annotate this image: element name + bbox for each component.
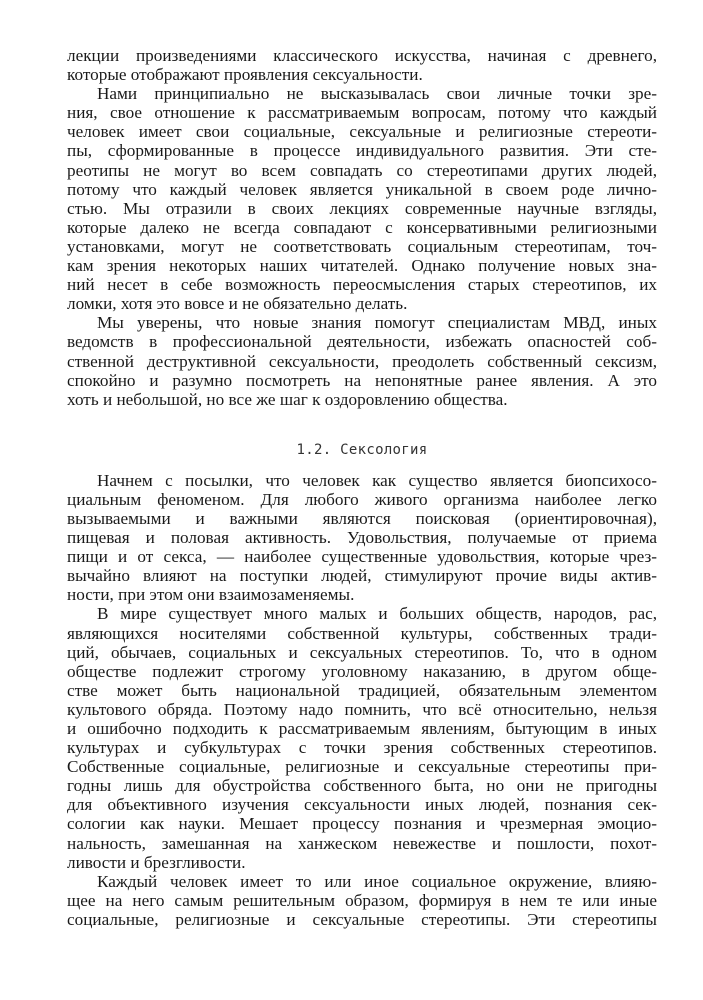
text-line: культурах и субкультурах с точки зрения собственных стереотипов. (67, 738, 657, 758)
text-line: являющихся носителями собственной культуры, собственных тради- (67, 623, 657, 643)
paragraph (67, 604, 657, 871)
text-line: лекции произведениями классического искусства, начиная с древнего, (67, 46, 657, 65)
document-page (67, 46, 657, 929)
text-line: ности, при этом они взаимозаменяемы. (67, 585, 355, 605)
text-line: социальные, религиозные и сексуальные стереотипы. Эти стереотипы (67, 909, 657, 929)
text-line: Собственные социальные, религиозные и сексуальные стереотипы при- (67, 757, 657, 777)
text-block-before (67, 46, 657, 409)
text-line: для объективного изучения сексуальности иных людей, познания сек- (67, 795, 657, 815)
text-line: вычайно влияют на поступки людей, стимулируют прочие виды актив- (67, 566, 657, 586)
text-line: нальность, замешанная на ханжеском невежестве и пошлости, похот- (67, 833, 657, 853)
text-line: Нами принципиально не высказывалась свои личные точки зре- (97, 84, 657, 104)
text-line: культового обряда. Поэтому надо помнить, что всё относительно, нельзя (67, 699, 657, 719)
text-line: потому что каждый человек является уникальной в своем роде лично- (67, 179, 657, 199)
text-line: ций, обычаев, социальных и сексуальных стереотипов. То, что в одном (67, 642, 657, 662)
text-line: щее на него самым решительным образом, формируя в нем те или иные (67, 890, 657, 910)
text-line: ний несет в себе возможность переосмысления старых стереотипов, их (67, 275, 657, 295)
text-line: ломки, хотя это вовсе и не обязательно делать. (67, 294, 408, 314)
text-line: и ошибочно подходить к рассматриваемым явлениям, бытующим в иных (67, 719, 657, 738)
text-line: циальным феноменом. Для любого живого организма наиболее легко (67, 489, 657, 509)
paragraph (67, 872, 657, 929)
text-line: пы, сформированные в процессе индивидуального развития. Эти сте- (67, 141, 657, 161)
text-line: установками, могут не соответствовать социальным стереотипам, точ- (67, 236, 657, 256)
text-line: реотипы не могут во всем совпадать со стереотипами других людей, (67, 160, 657, 180)
text-line: хоть и небольшой, но все же шаг к оздоровлению общества. (67, 389, 508, 409)
text-line: Начнем с посылки, что человек как существо является биопсихосо- (97, 470, 657, 490)
text-line: ливости и брезгливости. (67, 852, 246, 872)
text-line: стве может быть национальной традицией, обязательным элементом (67, 680, 657, 700)
text-line: ния, свое отношение к рассматриваемым вопросам, потому что каждый (67, 103, 657, 123)
text-line: Каждый человек имеет то или иное социальное окружение, влияю- (97, 871, 657, 891)
text-line: обществе подлежит строгому уголовному наказанию, в другом обще- (67, 661, 657, 681)
text-line: которые далеко не всегда совпадают с консервативными религиозными (67, 217, 657, 237)
text-line: вызываемыми и важными являются поисковая (ориентировочная), (67, 508, 657, 528)
text-line: стью. Мы отразили в своих лекциях современные научные взгляды, (67, 198, 657, 218)
text-line: пищи и от секса, — наиболее существенные удовольствия, которые чрез- (67, 547, 657, 567)
text-line: спокойно и разумно посмотреть на непонятные ранее явления. А это (67, 370, 657, 390)
paragraph (67, 46, 657, 84)
text-line: ственной деструктивной сексуальности, преодолеть собственный сексизм, (67, 351, 657, 371)
paragraph (67, 471, 657, 605)
text-line: Мы уверены, что новые знания помогут специалистам МВД, иных (97, 313, 657, 333)
text-line: В мире существует много малых и больших обществ, народов, рас, (97, 604, 657, 624)
text-line: пищевая и половая активность. Удовольствия, получаемые от приема (67, 528, 657, 548)
text-line: человек имеет свои социальные, сексуальные и религиозные стереоти- (67, 122, 657, 142)
text-line: ведомств в профессиональной деятельности, избежать опасностей соб- (67, 332, 657, 352)
section-heading: 1.2. Сексология (296, 441, 428, 458)
text-line: кам зрения некоторых наших читателей. Однако получение новых зна- (67, 256, 657, 276)
paragraph (67, 84, 657, 313)
text-line: которые отображают проявления сексуальности. (67, 65, 423, 85)
paragraph (67, 313, 657, 408)
text-line: сологии как науки. Мешает процессу познания и чрезмерная эмоцио- (67, 814, 657, 834)
text-line: годны лишь для обустройства собственного быта, но они не пригодны (67, 776, 657, 796)
text-block-after (67, 471, 657, 929)
